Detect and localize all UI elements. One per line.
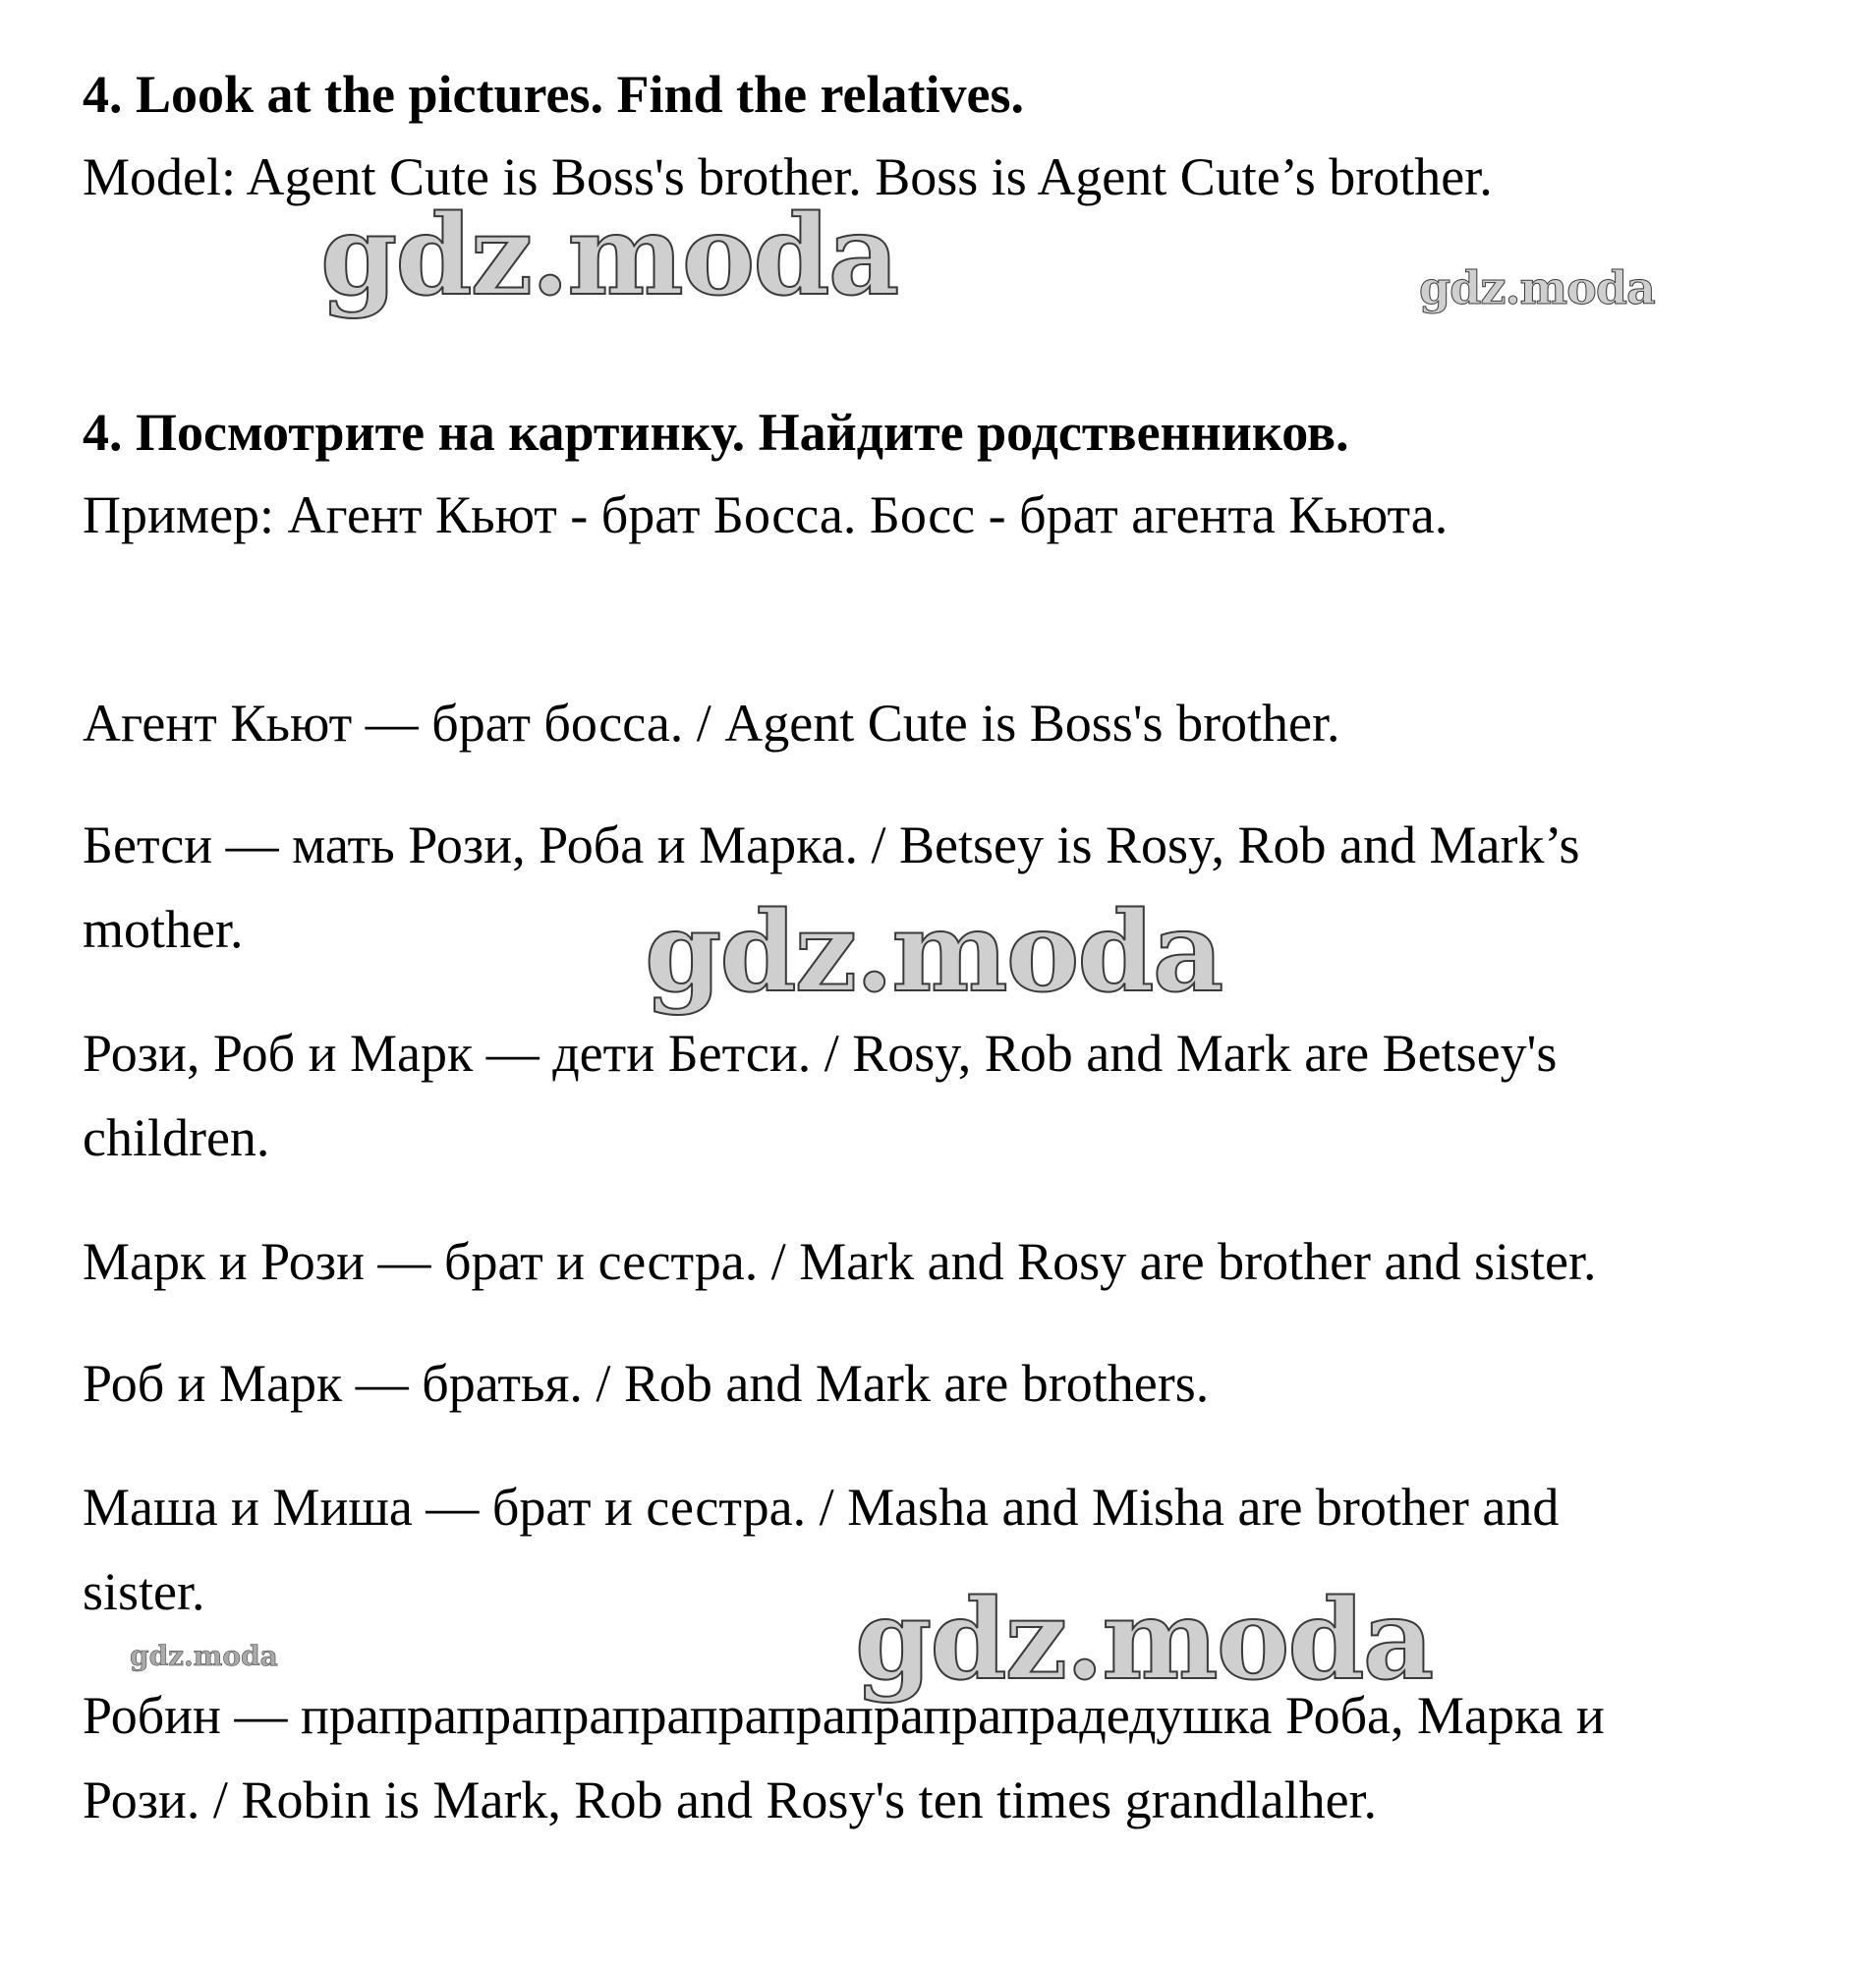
watermark-logo: gdz.moda bbox=[320, 192, 898, 320]
answer-line: Рози. / Robin is Mark, Rob and Rosy's ten times grandlalher. bbox=[83, 1770, 1378, 1829]
watermark-logo: gdz.moda bbox=[1419, 261, 1655, 314]
watermark-logo: gdz.moda bbox=[855, 1576, 1433, 1705]
answer-line: Марк и Рози — брат и сестра. / Mark and Rosy are brother and sister. bbox=[83, 1232, 1597, 1291]
answer-line: children. bbox=[83, 1108, 270, 1167]
exercise-model-en: Model: Agent Cute is Boss's brother. Boss is Agent Cute’s brother. bbox=[83, 147, 1493, 206]
answer-line: Робин — прапрапрапрапрапрапрапрапрапрадедушка Роба, Марка и bbox=[83, 1686, 1605, 1745]
answer-line: Рози, Роб и Марк — дети Бетси. / Rosy, Rob and Mark are Betsey's bbox=[83, 1024, 1558, 1083]
answer-line: Маша и Миша — брат и сестра. / Masha and Misha are brother and bbox=[83, 1478, 1560, 1537]
exercise-title-ru: 4. Посмотрите на картинку. Найдите родственников. bbox=[83, 403, 1349, 462]
answer-line: Бетси — мать Рози, Роба и Марка. / Betsey is Rosy, Rob and Mark’s bbox=[83, 815, 1580, 874]
answer-line: Роб и Марк — братья. / Rob and Mark are brothers. bbox=[83, 1354, 1210, 1413]
watermark-logo: gdz.moda bbox=[130, 1640, 278, 1672]
answer-line: mother. bbox=[83, 900, 244, 959]
exercise-title-en: 4. Look at the pictures. Find the relatives. bbox=[83, 65, 1024, 124]
watermark-logo: gdz.moda bbox=[645, 888, 1222, 1017]
exercise-model-ru: Пример: Агент Кьют - брат Босса. Босс - брат агента Кьюта. bbox=[83, 485, 1449, 544]
answer-line: Агент Кьют — брат босса. / Agent Cute is Boss's brother. bbox=[83, 694, 1340, 753]
answer-line: sister. bbox=[83, 1562, 205, 1621]
